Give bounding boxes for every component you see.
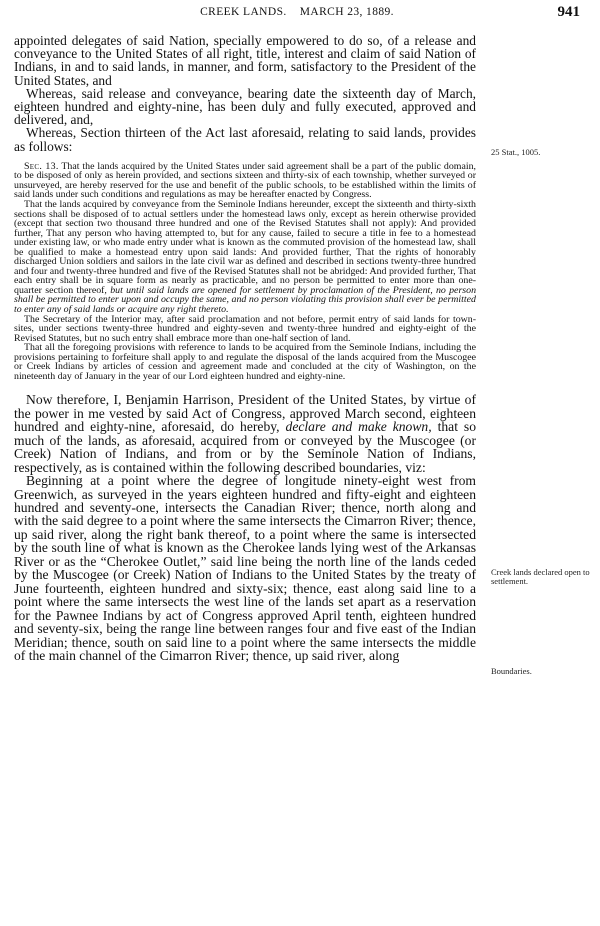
section-label: Sec. 13. [24,160,59,172]
page-number: 941 [557,4,580,20]
margin-note-statute-reference: 25 Stat., 1005. [491,147,541,157]
proclamation-text-part: that so much of the lands, as aforesaid, acquired from or conveyed by the Muscogee (or Creek) Nation of Indians, and from or by the Seminole Nation of Indians, respectively, as is contained within the following described boundaries, viz: [14,419,477,475]
intro-paragraph-whereas-release: Whereas, said release and conveyance, bearing date the sixteenth day of March, eighteen hundred and eighty-nine, has been duly and fully executed, approved and delivered, and, [14,85,476,128]
quoted-paragraph: The Secretary of the Interior may, after said proclamation and not before, permit entry of said lands for town-sites, under sections twenty-three hundred and eighty-seven and twenty-three hundred and eighty-eight of the Revised Statutes, but no such entry shall embrace more than one-half section of land. [14,313,476,344]
proclamation-paragraph [14,393,476,474]
proclamation-italic-text: declare and make known, [285,419,432,435]
quoted-italic-text: but until said lands are opened for settlement by proclamation of the President, no person shall be permitted to enter upon and occupy the same, and no person violating this provision shall ever be permitted to enter any of said lands or acquire any right thereto. [14,284,477,316]
proclamation-text-part: Now therefore, I, Benjamin Harrison, President of the United States, by virtue of the power in me vested by said Act of Congress, approved March second, eighteen hundred and eighty-nine, aforesaid, do hereby, [14,392,476,435]
intro-paragraph-whereas-section: Whereas, Section thirteen of the Act last aforesaid, relating to said lands, provides as follows: [14,125,476,154]
boundaries-paragraph: Beginning at a point where the degree of longitude ninety-eight west from Greenwich, as surveyed in the years eighteen hundred and fifty-eight and eighteen hundred and seventy-one, intersects the Canadian River; thence, north along and with the said degree to a point where the same intersects the Cimarron River; thence, up said river, along the right bank thereof, to a point where the same is intersected by the south line of what is known as the Cherokee lands lying west of the Arkansas River or as the “Cherokee Outlet,” said line being the north line of the lands ceded by the Muscogee (or Creek) Nation of Indians to the United States by the treaty of June fourteenth, eighteen hundred and sixty-six; thence, east along said line to a point where the same intersects the west line of the lands set apart as a reservation for the Pawnee Indians by act of Congress approved April tenth, eighteen hundred and seventy-six, being the range line between ranges four and five east of the Indian Meridian; thence, south on said line to a point where the same intersects the middle of the main channel of the Cimarron River; thence, up said river, along [14,473,476,664]
margin-note-lands-open: Creek lands declared open to settlement. [491,567,590,586]
quoted-paragraph [14,200,476,315]
margin-note-boundaries: Boundaries. [491,666,532,676]
quoted-paragraph [14,162,476,200]
page-body [14,34,476,662]
quoted-text: That the lands acquired by the United States under said agreement shall be a part of the public domain, to be disposed of only as herein provided, and sections sixteen and thirty-six of each township, whether surveyed or unsurveyed, are hereby reserved for the use and benefit of the public schools, to be established within the limits of said lands under such conditions and regulations as may be hereafter enacted by Congress. [14,160,476,201]
intro-paragraph-continuation: appointed delegates of said Nation, specially empowered to do so, of a release and conveyance to the United States of all right, title, interest and claim of said Nation of Indians, in and to said lands, in manner, and form, satisfactory to the President of the United States, and [14,33,476,88]
quoted-paragraph: That all the foregoing provisions with reference to lands to be acquired from the Seminole Indians, including the provisions pertaining to forfeiture shall apply to and regulate the disposal of the lands acquired from the Muscogee or Creek Indians by articles of cession and agreement made and concluded at the city of Washington, on the nineteenth day of January in the year of our Lord eighteen hundred and eighty-nine. [14,342,476,382]
proclamation-text [14,393,476,662]
running-header [14,6,580,24]
quoted-text: That the lands acquired by conveyance from the Seminole Indians hereunder, except the sixteenth and thirty-sixth sections shall be disposed of to actual settlers under the homestead laws only, except as herein otherwise provided (except that section two thousand three hundred and one of the Revised Statutes shall not apply): And provided further, That any person who having attempted to, but for any cause, failed to secure a title in fee to a homestead under existing law, or who made entry under what is known as the commuted provision of the homestead law, shall be qualified to make a homestead entry upon said lands: And provided further, That the rights of honorably discharged Union soldiers and sailors in the late civil war as defined and described in sections twenty-three hundred and four and twenty-three hundred and five of the Revised Statutes shall not be abridged: And provided further, That each entry shall be in square form as nearly as practicable, and no person be permitted to enter more than one-quarter section thereof, [14,199,476,296]
running-title: CREEK LANDS. MARCH 23, 1889. [200,6,394,18]
quoted-section-13 [14,162,476,382]
